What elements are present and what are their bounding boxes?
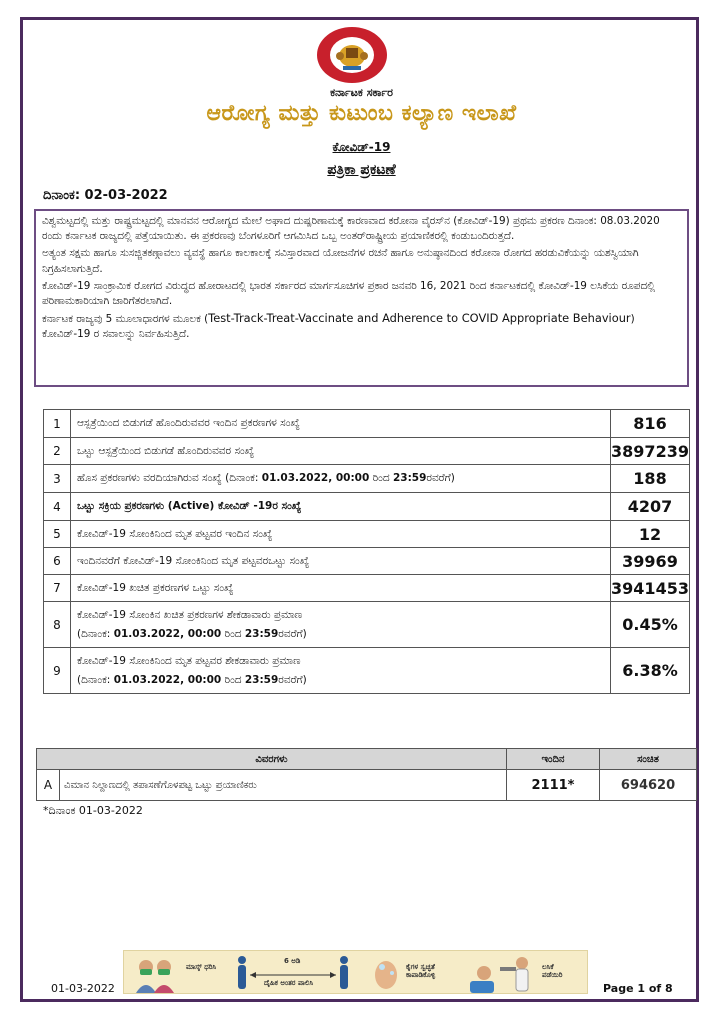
karnataka-emblem-icon bbox=[316, 26, 388, 84]
row-label: ಒಟ್ಟು ಸಕ್ರಿಯ ಪ್ರಕರಣಗಳು (Active) ಕೋವಿಡ್ -19ರ ಸಂಖ್ಯೆ bbox=[71, 493, 611, 521]
table-header-row bbox=[37, 749, 697, 770]
intro-paragraph-4: ಕರ್ನಾಟಕ ರಾಜ್ಯವು 5 ಮೂಲಾಧಾರಗಳ ಮೂಲಕ (Test-Track-Treat-Vaccinate and Adherence to COVID Appropriate Behaviour) ಕೋವಿಡ್-19 ರ ಸವಾಲನ್ನು ನಿರ್ವಹಿಸುತ್ತಿದೆ. bbox=[42, 311, 635, 341]
table-row bbox=[37, 770, 697, 801]
row-label: ಕೋವಿಡ್-19 ಸೋಂಕಿನ ಖಚಿತ ಪ್ರಕರಣಗಳ ಶೇಕಡಾವಾರು ಪ್ರಮಾಣ (ದಿನಾಂಕ: 01.03.2022, 00:00 ರಿಂದ 23:59ರವರೆಗೆ) bbox=[71, 602, 611, 648]
row-number: 4 bbox=[44, 493, 71, 521]
header-today: ಇಂದಿನ bbox=[507, 749, 600, 770]
banner-mask-text: ಮಾಸ್ಕ್ ಧರಿಸಿ bbox=[186, 963, 217, 971]
row-number: 8 bbox=[44, 602, 71, 648]
row-value: 188 bbox=[611, 465, 690, 493]
row-label: ಹೊಸ ಪ್ರಕರಣಗಳು ವರದಿಯಾಗಿರುವ ಸಂಖ್ಯೆ (ದಿನಾಂಕ: 01.03.2022, 00:00 ರಿಂದ 23:59ರವರೆಗೆ) bbox=[71, 465, 611, 493]
banner-distance-bottom: ದೈಹಿಕ ಅಂತರ ಪಾಲಿಸಿ bbox=[264, 979, 314, 987]
row-value: 816 bbox=[611, 410, 690, 438]
table-row bbox=[44, 548, 690, 575]
row-label: ಇಂದಿನವರೆಗೆ ಕೋವಿಡ್-19 ಸೋಂಕಿನಿಂದ ಮೃತ ಪಟ್ಟವರಒಟ್ಟು ಸಂಖ್ಯೆ bbox=[71, 548, 611, 575]
row-number: 5 bbox=[44, 521, 71, 548]
row-value: 12 bbox=[611, 521, 690, 548]
footnote: *ದಿನಾಂಕ 01-03-2022 bbox=[43, 804, 143, 817]
table-row bbox=[44, 465, 690, 493]
row-number: 9 bbox=[44, 648, 71, 694]
header-cumulative: ಸಂಚಿತ bbox=[600, 749, 697, 770]
header-details: ವಿವರಗಳು bbox=[37, 749, 507, 770]
row-value: 4207 bbox=[611, 493, 690, 521]
department-title: ಆರೋಗ್ಯ ಮತ್ತು ಕುಟುಂಬ ಕಲ್ಯಾಣ ಇಲಾಖೆ bbox=[206, 101, 517, 126]
airport-screening-table bbox=[36, 748, 697, 801]
row-number: 2 bbox=[44, 438, 71, 465]
row-today: 2111* bbox=[507, 770, 600, 801]
row-label: ಒಟ್ಟು ಆಸ್ಪತ್ರೆಯಿಂದ ಬಿಡುಗಡೆ ಹೊಂದಿರುವವರ ಸಂಖ್ಯೆ bbox=[71, 438, 611, 465]
intro-box bbox=[34, 209, 689, 387]
banner-hands-text: ಕೈಗಳ ಸ್ವಚ್ಛತೆ ಕಾಪಾಡಿಕೊಳ್ಳಿ bbox=[406, 963, 436, 979]
row-value: 0.45% bbox=[611, 602, 690, 648]
row-code: A bbox=[37, 770, 60, 801]
covid-heading: ಕೋವಿಡ್-19 bbox=[332, 140, 391, 154]
row-number: 7 bbox=[44, 575, 71, 602]
row-label: ಕೋವಿಡ್-19 ಸೋಂಕಿನಿಂದ ಮೃತ ಪಟ್ಟವರ ಶೇಕಡಾವಾರು ಪ್ರಮಾಣ (ದಿನಾಂಕ: 01.03.2022, 00:00 ರಿಂದ 23:59ರವರೆಗೆ) bbox=[71, 648, 611, 694]
table-row bbox=[44, 410, 690, 438]
row-number: 1 bbox=[44, 410, 71, 438]
row-label: ಆಸ್ಪತ್ರೆಯಿಂದ ಬಿಡುಗಡೆ ಹೊಂದಿರುವವರ ಇಂದಿನ ಪ್ರಕರಣಗಳ ಸಂಖ್ಯೆ bbox=[71, 410, 611, 438]
banner-illustrations-icon bbox=[124, 951, 589, 995]
table-row bbox=[44, 521, 690, 548]
row-number: 3 bbox=[44, 465, 71, 493]
table-row bbox=[44, 602, 690, 648]
row-value: 6.38% bbox=[611, 648, 690, 694]
page-number: Page 1 of 8 bbox=[603, 982, 673, 995]
row-cumulative: 694620 bbox=[600, 770, 697, 801]
intro-paragraph-3: ಕೋವಿಡ್-19 ಸಾಂಕ್ರಾಮಿಕ ರೋಗದ ವಿರುದ್ಧದ ಹೋರಾಟದಲ್ಲಿ ಭಾರತ ಸರ್ಕಾರದ ಮಾರ್ಗಸೂಚಿಗಳ ಪ್ರಕಾರ ಜನವರಿ 16, 2021 ರಿಂದ ಕರ್ನಾಟಕದಲ್ಲಿ ಕೋವಿಡ್-19 ಲಸಿಕೆಯ ರೂಪದಲ್ಲಿ ಪರಿಣಾಮಕಾರಿಯಾಗಿ ಜಾರಿಗೆತರಲಾಗಿದೆ. bbox=[42, 279, 656, 308]
banner-vaccine-text: ಲಸಿಕೆ ಪಡೆಯಿರಿ bbox=[542, 963, 563, 979]
table-row bbox=[44, 493, 690, 521]
row-value: 3941453 bbox=[611, 575, 690, 602]
intro-paragraph-2: ಅತ್ಯಂತ ಸಕ್ಷಮ ಹಾಗೂ ಸುಸಜ್ಜಿತಕಣ್ಗಾವಲು ವ್ಯವಸ್ಥೆ ಹಾಗೂ ಕಾಲಕಾಲಕ್ಕೆ ಸವಿಸ್ತಾರವಾದ ಯೋಜನೆಗಳ ರಚನೆ ಹಾಗೂ ಅನುಷ್ಠಾನದಿಂದ ಕರೋನಾ ರೋಗದ ಹರಡುವಿಕೆಯನ್ನು ಯಶಸ್ವಿಯಾಗಿ ನಿಗ್ರಹಿಸಲಾಗುತ್ತಿದೆ. bbox=[42, 247, 639, 275]
row-number: 6 bbox=[44, 548, 71, 575]
stats-table bbox=[43, 409, 690, 694]
release-date: ದಿನಾಂಕ: 02-03-2022 bbox=[43, 188, 168, 203]
government-name: ಕರ್ನಾಟಕ ಸರ್ಕಾರ bbox=[330, 86, 393, 99]
row-label: ವಿಮಾನ ನಿಲ್ದಾಣದಲ್ಲಿ ತಪಾಸಣೆಗೊಳಪಟ್ಟ ಒಟ್ಟು ಪ್ರಯಾಣಿಕರು bbox=[60, 770, 507, 801]
table-row bbox=[44, 438, 690, 465]
row-value: 39969 bbox=[611, 548, 690, 575]
row-label: ಕೋವಿಡ್-19 ಖಚಿತ ಪ್ರಕರಣಗಳ ಒಟ್ಟು ಸಂಖ್ಯೆ bbox=[71, 575, 611, 602]
banner-distance-top: 6 ಅಡಿ bbox=[284, 957, 301, 965]
footer-date: 01-03-2022 bbox=[51, 982, 115, 995]
table-row bbox=[44, 648, 690, 694]
row-value: 3897239 bbox=[611, 438, 690, 465]
press-release-heading: ಪತ್ರಿಕಾ ಪ್ರಕಟಣೆ bbox=[327, 162, 396, 178]
covid-behaviour-banner bbox=[123, 950, 588, 994]
intro-paragraph-1: ವಿಶ್ವಮಟ್ಟದಲ್ಲಿ ಮತ್ತು ರಾಷ್ಟ್ರಮಟ್ಟದಲ್ಲಿ ಮಾನವನ ಆರೋಗ್ಯದ ಮೇಲೆ ಅಘಾದ ದುಷ್ಪರಿಣಾಮಕ್ಕೆ ಕಾರಣವಾದ ಕರೋನಾ ವೈರಸ್‌ನ (ಕೋವಿಡ್-19) ಪ್ರಥಮ ಪ್ರಕರಣ ದಿನಾಂಕ: 08.03.2020 ರಂದು ಕರ್ನಾಟಕ ರಾಜ್ಯದಲ್ಲಿ ಪತ್ತೆಯಾಯಿತು. ಈ ಪ್ರಕರಣವು ಬೆಂಗಳೂರಿಗೆ ಆಗಮಿಸಿದ ಒಬ್ಬ ಅಂತರ್‌ರಾಷ್ಟ್ರೀಯ ಪ್ರಯಾಣಿಕರಲ್ಲಿ ಕಂಡುಬಂದಿರುತ್ತದೆ. bbox=[42, 215, 660, 243]
row-label: ಕೋವಿಡ್-19 ಸೋಂಕಿನಿಂದ ಮೃತ ಪಟ್ಟವರ ಇಂದಿನ ಸಂಖ್ಯೆ bbox=[71, 521, 611, 548]
table-row bbox=[44, 575, 690, 602]
